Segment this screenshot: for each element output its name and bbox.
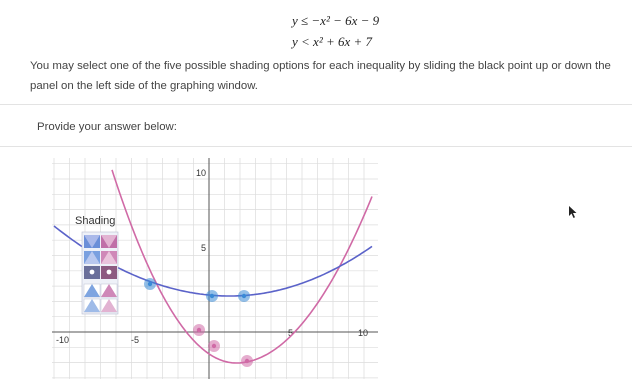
shading-label: Shading	[75, 215, 116, 227]
curve2-control-point-left-center	[148, 282, 152, 286]
inequality-1: y ≤ −x² − 6x − 9	[292, 13, 380, 28]
x-tick-label-10: 10	[358, 328, 369, 338]
x-tick-label-neg5: -5	[131, 335, 140, 345]
curve1-control-point-mid-center	[212, 344, 216, 348]
curve1-control-point-left-center	[197, 328, 201, 332]
curve1-vertex-point-center	[245, 359, 249, 363]
x-tick-label-5: 5	[288, 328, 294, 338]
y-tick-label-10: 10	[196, 168, 207, 178]
inequality-2: y < x² + 6x + 7	[292, 34, 373, 49]
shading-panel[interactable]	[75, 215, 118, 314]
instructions-text: You may select one of the five possible shading options for each inequality by sliding the black point up or down the panel on the left side of the graphing window.	[30, 60, 611, 92]
answer-prompt: Provide your answer below:	[37, 121, 177, 133]
y-tick-label-5: 5	[201, 243, 207, 253]
curve2-vertex-point-center	[210, 294, 214, 298]
x-tick-label-neg10: -10	[56, 335, 70, 345]
mouse-cursor-icon	[568, 205, 578, 219]
curve2-control-point-right-center	[242, 294, 246, 298]
